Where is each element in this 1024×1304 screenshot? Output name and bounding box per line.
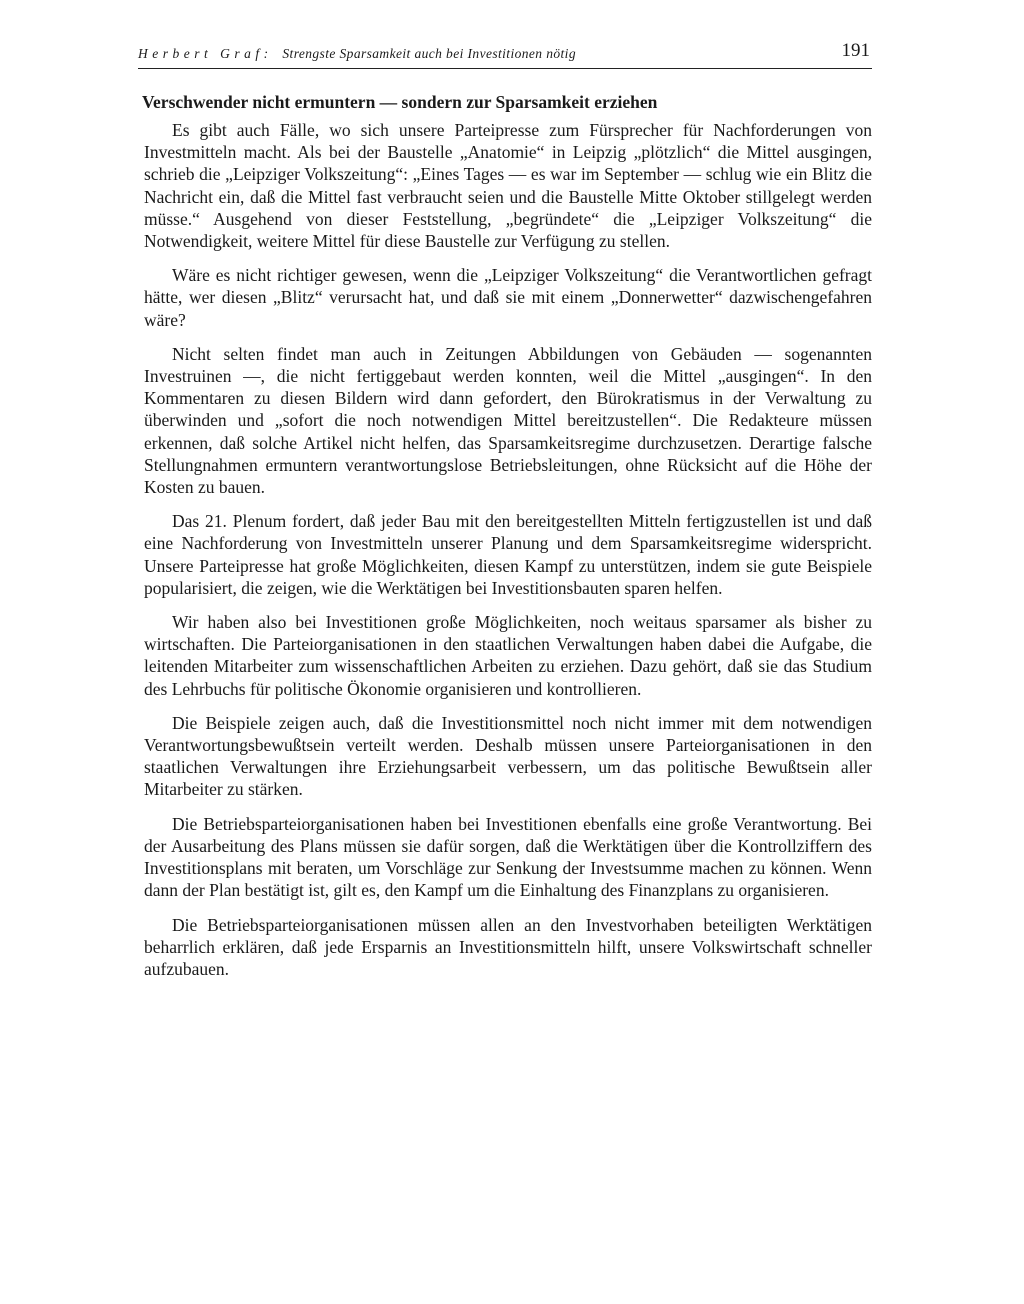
paragraph: Es gibt auch Fälle, wo sich unsere Parteipresse zum Fürsprecher für Nachforderungen von Investmitteln macht. Als bei der Baustelle „Anatomie“ in Leipzig „plötzlich“ die Mittel ausgingen, schrieb die „Leipziger Volkszeitung“: „Eines Tages — es war im September — schlug wie ein Blitz die Nachricht ein, daß die Mittel fast verbraucht seien und die Baustelle Mitte Oktober stillgelegt werden müsse.“ Ausgehend von dieser Feststellung, „begründete“ die „Leipziger Volkszeitung“ die Notwendigkeit, weitere Mittel für diese Baustelle zur Verfügung zu stellen.	[144, 120, 872, 252]
running-head	[138, 38, 872, 69]
paragraph: Nicht selten findet man auch in Zeitungen Abbildungen von Gebäuden — sogenannten Investruinen —, die nicht fertiggebaut werden konnten, weil die Mittel „ausgingen“. In den Kommentaren zu diesen Bildern wird dann gefordert, den Bürokratismus in der Verwaltung zu überwinden und „sofort die noch notwendigen Mittel bereitzustellen“. Die Redakteure müssen erkennen, daß solche Artikel nicht helfen, das Sparsamkeitsregime durchzusetzen. Derartige falsche Stellungnahmen ermuntern verantwortungslose Betriebsleitungen, ohne Rücksicht auf die Höhe der Kosten zu bauen.	[144, 343, 872, 498]
paragraph: Die Betriebsparteiorganisationen müssen allen an den Investvorhaben beteiligten Werktätigen beharrlich erklären, daß jede Ersparnis an Investitionsmitteln hilft, unsere Volkswirtschaft schneller aufzubauen.	[144, 914, 872, 979]
page-number: 191	[841, 40, 870, 61]
paragraph: Wäre es nicht richtiger gewesen, wenn die „Leipziger Volkszeitung“ die Verantwortlichen gefragt hätte, wer diesen „Blitz“ verursacht hat, und daß sie mit einem „Donnerwetter“ dazwischengefahren wäre?	[144, 265, 872, 330]
paragraph: Die Beispiele zeigen auch, daß die Investitionsmittel noch nicht immer mit dem notwendigen Verantwortungsbewußtsein verteilt werden. Deshalb müssen unsere Parteiorganisationen in den staatlichen Verwaltungen ihre Erziehungsarbeit verbessern, um das politische Bewußtsein aller Mitarbeiter zu stärken.	[144, 712, 872, 800]
running-title	[138, 46, 576, 62]
article-title: Strengste Sparsamkeit auch bei Investitionen nötig	[282, 46, 576, 61]
author-name: Herbert Graf:	[138, 46, 273, 61]
paragraph: Die Betriebsparteiorganisationen haben bei Investitionen ebenfalls eine große Verantwortung. Bei der Ausarbeitung des Plans müssen sie dafür sorgen, daß die Werktätigen über die Kontrollziffern des Investitionsplans mit beraten, um Vorschläge zur Senkung der Investsumme machen zu können. Wenn dann der Plan bestätigt ist, gilt es, den Kampf um die Einhaltung des Finanzplans zu organisieren.	[144, 813, 872, 901]
section-heading: Verschwender nicht ermuntern — sondern zur Sparsamkeit erziehen	[142, 92, 658, 112]
paragraph: Das 21. Plenum fordert, daß jeder Bau mit den bereitgestellten Mitteln fertigzustellen ist und daß eine Nachforderung von Investmitteln unserer Planung und dem Sparsamkeitsregime widerspricht. Unsere Parteipresse hat große Möglichkeiten, diesen Kampf zu unterstützen, indem sie gute Beispiele popularisiert, die zeigen, wie die Werktätigen bei Investitionsbauten sparen helfen.	[144, 511, 872, 598]
paragraph: Wir haben also bei Investitionen große Möglichkeiten, noch weitaus sparsamer als bisher zu wirtschaften. Die Parteiorganisationen in den staatlichen Verwaltungen haben dabei die Aufgabe, die leitenden Mitarbeiter zum wissenschaftlichen Arbeiten zu erziehen. Dazu gehört, daß sie das Studium des Lehrbuchs für politische Ökonomie organisieren und kontrollieren.	[144, 612, 872, 699]
page-body	[144, 92, 872, 992]
